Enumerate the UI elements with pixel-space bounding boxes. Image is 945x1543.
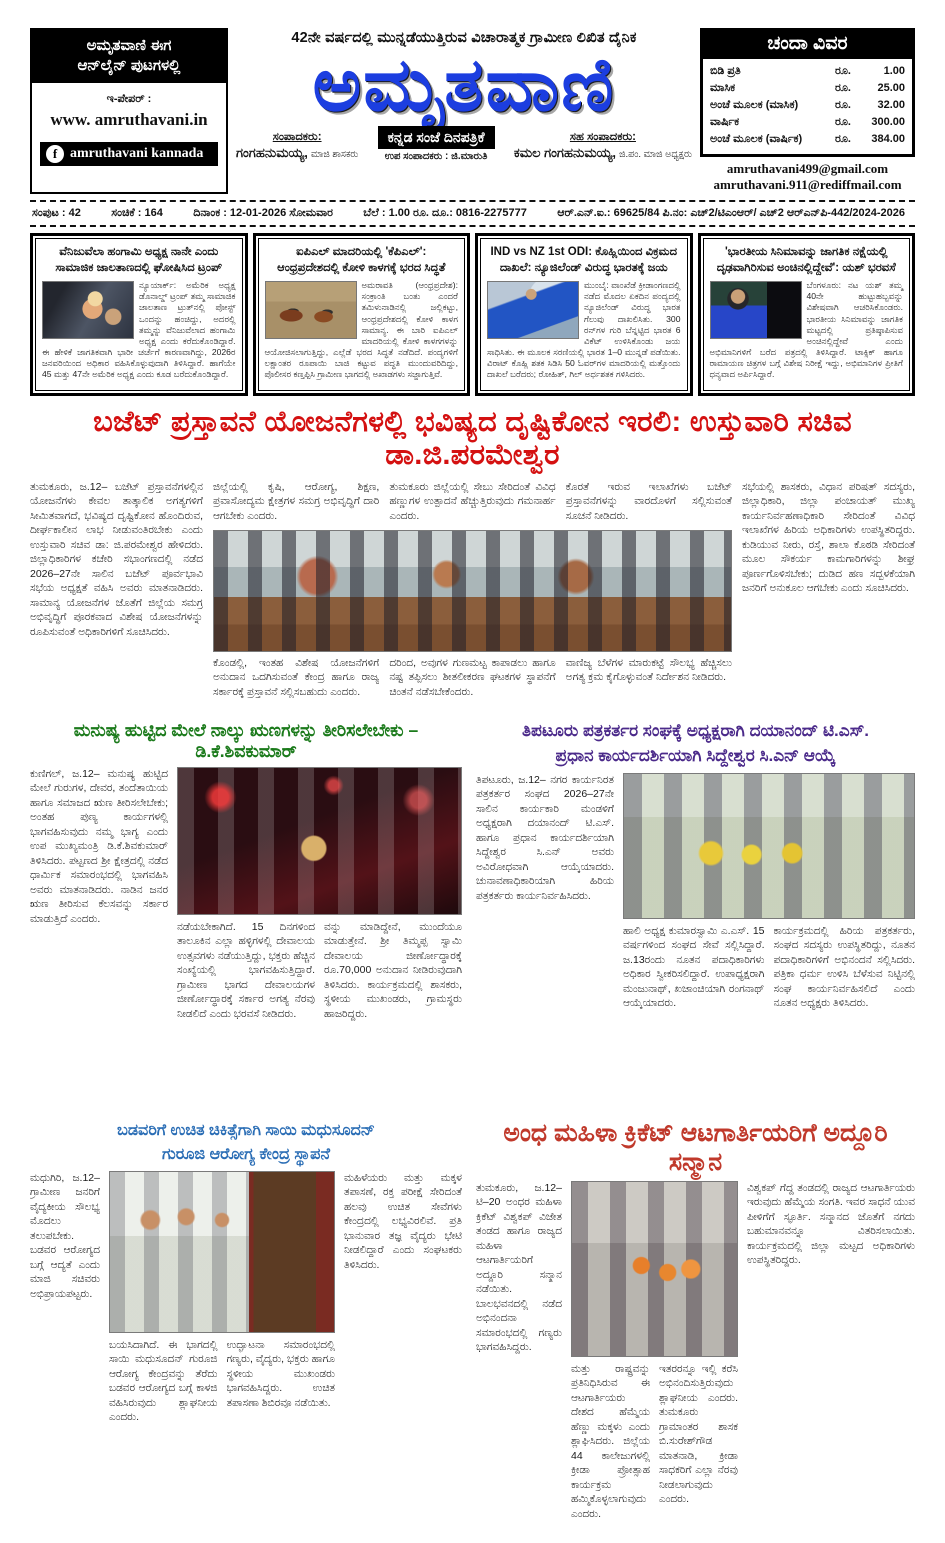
epaper-label: ಇ-ಪೇಪರ್ : bbox=[106, 92, 152, 105]
tiptur-headline-line2: ಪ್ರಧಾನ ಕಾರ್ಯದರ್ಶಿಯಾಗಿ ಸಿದ್ದೇಶ್ವರ ಸಿ.ಎನ್ ಆಯ್ಕೆ bbox=[555, 746, 836, 766]
subscription-currency: ರೂ. bbox=[835, 116, 851, 129]
subscription-currency: ರೂ. bbox=[835, 82, 851, 95]
brief-cricket-odi bbox=[475, 233, 693, 396]
volume-number: ಸಂಪುಟ : 42 bbox=[32, 206, 81, 219]
subscription-row bbox=[710, 63, 905, 80]
health-column-4: ಮಹಿಳೆಯರು ಮತ್ತು ಮಕ್ಕಳ ತಪಾಸಣೆ, ರಕ್ತ ಪರೀಕ್ಷೆ ಸೇರಿದಂತೆ ಹಲವು ಉಚಿತ ಸೇವೆಗಳು ಕೇಂದ್ರದಲ್ಲಿ ಲಭ್ಯವಿರಲಿವೆ. ಪ್ರತಿ ಭಾನುವಾರ ತಜ್ಞ ವೈದ್ಯರು ಭೇಟಿ ನೀಡಲಿದ್ದಾರೆ ಎಂದು ಸಂಘಟಕರು ತಿಳಿಸಿದರು. bbox=[344, 1171, 462, 1271]
brief-body: ನ್ಯೂಯಾರ್ಕ್: ಅಮೆರಿಕ ಅಧ್ಯಕ್ಷ ಡೊನಾಲ್ಡ್ ಟ್ರಂಪ್ ತಮ್ಮ ಸಾಮಾಜಿಕ ಜಾಲತಾಣ ಟ್ರುತ್‌ನಲ್ಲಿ ಪೋಸ್ಟ್ ಒಂದನ್ನು ಹಂಚಿದ್ದು, ಅದರಲ್ಲಿ ತಮ್ಮನ್ನು ವೆನಿಜುವೆಲಾದ ಹಂಗಾಮಿ ಅಧ್ಯಕ್ಷ ಎಂದು ಕರೆದುಕೊಂಡಿದ್ದಾರೆ. ಈ ಹೇಳಿಕೆ ಜಾಗತಿಕವಾಗಿ ಭಾರೀ ಚರ್ಚೆಗೆ ಕಾರಣವಾಗಿದ್ದು, 2026ರ ಜನವರಿಯಿಂದ ಅಧಿಕಾರ ವಹಿಸಿಕೊಳ್ಳುವುದಾಗಿ ತಿಳಿಸಿದ್ದಾರೆ. ಹಾಗೆಯೇ 45 ಮತ್ತು 47ನೇ ಅಮೆರಿಕ ಅಧ್ಯಕ್ಷ ಎಂದು ಕೂಡ ಬರೆದುಕೊಂಡಿದ್ದಾರೆ. bbox=[42, 280, 236, 380]
co-editor-suffix: ಜಿ.ಪಂ. ಮಾಜಿ ಅಧ್ಯಕ್ಷರು bbox=[619, 149, 692, 161]
brief-headline: IND vs NZ 1st ODI: ಕೊಹ್ಲಿಯಿಂದ ವಿಕ್ರಮದ ದಾಖಲೆ: ನ್ಯೂಜಿಲೆಂಡ್ ವಿರುದ್ಧ ಭಾರತಕ್ಕೆ ಜಯ bbox=[490, 245, 678, 275]
editor-suffix: ಮಾಜಿ ಶಾಸಕರು bbox=[310, 149, 359, 161]
brief-headline: 'ಭಾರತೀಯ ಸಿನಿಮಾವನ್ನು ಜಾಗತಿಕ ನಕ್ಷೆಯಲ್ಲಿ ದೃಢವಾಗಿರಿಸುವ ಅಂಚಿನಲ್ಲಿದ್ದೇವೆ': ಯಶ್ ಭರವಸೆ bbox=[716, 245, 896, 275]
tiptur-headline-line1: ತಿಪಟೂರು ಪತ್ರಕರ್ತರ ಸಂಘಕ್ಕೆ ಅಧ್ಯಕ್ಷರಾಗಿ ದಯಾನಂದ್ ಟಿ.ಎಸ್. bbox=[522, 720, 869, 740]
subscription-row bbox=[710, 114, 905, 131]
news-briefs-row bbox=[30, 233, 915, 396]
online-promo-line2: ಆನ್‌ಲೈನ್ ಪುಟಗಳಲ್ಲಿ bbox=[77, 57, 181, 75]
paper-type: ಕನ್ನಡ ಸಂಜೆ ದಿನಪತ್ರಿಕೆ bbox=[378, 126, 495, 149]
issue-date: ದಿನಾಂಕ : 12-01-2026 ಸೋಮವಾರ bbox=[193, 206, 333, 219]
dks-column-2: ನಡೆಯಬೇಕಾಗಿದೆ. 15 ದಿನಗಳಿಂದ ತಾಲೂಕಿನ ಎಲ್ಲಾ ಹಳ್ಳಿಗಳಲ್ಲಿ ದೇವಾಲಯ ಉತ್ಸವಗಳು ನಡೆಯುತ್ತಿದ್ದು, ಭಕ್ತರು ಹೆಚ್ಚಿನ ಸಂಖ್ಯೆಯಲ್ಲಿ ಭಾಗವಹಿಸುತ್ತಿದ್ದಾರೆ. ಗ್ರಾಮೀಣ ಭಾಗದ ದೇವಾಲಯಗಳ ಜೀರ್ಣೋದ್ಧಾರಕ್ಕೆ ಸರ್ಕಾರ ಅಗತ್ಯ ನೆರವು ನೀಡಲಿದೆ ಎಂದು ಭರವಸೆ ನೀಡಿದರು. bbox=[177, 920, 315, 1020]
subscription-title: ಚಂದಾ ವಿವರ bbox=[703, 31, 912, 59]
subscription-currency: ರೂ. bbox=[835, 133, 851, 146]
facebook-link[interactable] bbox=[40, 142, 218, 166]
subscription-value: 300.00 bbox=[871, 116, 905, 129]
dks-headline: ಮನುಷ್ಯ ಹುಟ್ಟಿದ ಮೇಲೆ ನಾಲ್ಕು ಋಣಗಳನ್ನು ತೀರಿಸಲೇಬೇಕು –ಡಿ.ಕೆ.ಶಿವಕುಮಾರ್ bbox=[73, 719, 419, 761]
co-editor-label: ಸಹ ಸಂಪಾದಕರು: bbox=[569, 131, 636, 144]
subscription-label: ವಾರ್ಷಿಕ bbox=[710, 116, 740, 129]
subscription-label: ಮಾಸಿಕ bbox=[710, 82, 736, 95]
cricket-column-3: ಇತರರನ್ನೂ ಇಲ್ಲಿ ಕರೆಸಿ ಅಭಿನಂದಿಸುತ್ತಿರುವುದು ಶ್ಲಾಘನೀಯ ಎಂದರು. ತುಮಕೂರು ಗ್ರಾಮಾಂತರ ಶಾಸಕ ಬಿ.ಸುರೇಶ್‌ಗೌಡ ಮಾತನಾಡಿ, ಕ್ರೀಡಾ ಸಾಧಕರಿಗೆ ಎಲ್ಲಾ ನೆರವು ನೀಡಲಾಗುವುದು ಎಂದರು. bbox=[659, 1362, 738, 1506]
yash-photo bbox=[710, 281, 802, 339]
cricket-column-2: ಮತ್ತು ರಾಷ್ಟ್ರವನ್ನು ಪ್ರತಿನಿಧಿಸಿರುವ ಈ ಆಟಗಾರ್ತಿಯರು ದೇಶದ ಹೆಮ್ಮೆಯ ಹೆಣ್ಣು ಮಕ್ಕಳು ಎಂದು ಶ್ಲಾಘಿಸಿದರು. ಜಿಲ್ಲೆಯ 44 ಕಾಲೇಜುಗಳಲ್ಲಿ ಕ್ರೀಡಾ ಪ್ರೋತ್ಸಾಹ ಕಾರ್ಯಕ್ರಮ ಹಮ್ಮಿಕೊಳ್ಳಲಾಗುವುದು ಎಂದರು. bbox=[571, 1362, 650, 1520]
dks-column-3: ವನ್ನು ಮಾಡಿದ್ದೇನೆ, ಮುಂದೆಯೂ ಮಾಡುತ್ತೇನೆ. ಶ್ರೀ ತಿಮ್ಮಪ್ಪ ಸ್ವಾಮಿ ದೇವಾಲಯ ಜೀರ್ಣೋದ್ಧಾರಕ್ಕೆ ರೂ.70,000 ಅನುದಾನ ನೀಡಿರುವುದಾಗಿ ತಿಳಿಸಿದರು. ಕಾರ್ಯಕ್ರಮದಲ್ಲಿ ಶಾಸಕರು, ಸ್ಥಳೀಯ ಮುಖಂಡರು, ಗ್ರಾಮಸ್ಥರು ಹಾಜರಿದ್ದರು. bbox=[324, 920, 462, 1020]
brief-body: ಅಮರಾವತಿ (ಆಂಧ್ರಪ್ರದೇಶ): ಸಂಕ್ರಾಂತಿ ಬಂತು ಎಂದರೆ ತಮಿಳುನಾಡಿನಲ್ಲಿ ಜಲ್ಲಿಕಟ್ಟು, ಆಂಧ್ರಪ್ರದೇಶದಲ್ಲಿ ಕೋಳಿ ಕಾಳಗ ಸಾಮಾನ್ಯ. ಈ ಬಾರಿ ಐಪಿಎಲ್ ಮಾದರಿಯಲ್ಲಿ ಕೋಳಿ ಕಾಳಗಗಳನ್ನು ಆಯೋಜಿಸಲಾಗುತ್ತಿದ್ದು, ಎಲ್ಲೆಡೆ ಭರದ ಸಿದ್ಧತೆ ನಡೆದಿದೆ. ಪಂದ್ಯಗಳಿಗೆ ಲಕ್ಷಾಂತರ ರೂಪಾಯಿ ಬಾಜಿ ಕಟ್ಟುವ ಪದ್ಧತಿ ಮುಂದುವರಿದಿದ್ದು, ಪೊಲೀಸರ ಕಣ್ತಪ್ಪಿಸಿ ಗ್ರಾಮೀಣ ಭಾಗದಲ್ಲಿ ಅಖಾಡಗಳು ಸಜ್ಜಾಗುತ್ತಿವೆ. bbox=[264, 280, 458, 380]
dashed-rule-bottom bbox=[30, 225, 915, 227]
masthead bbox=[30, 28, 915, 194]
subscription-value: 25.00 bbox=[877, 82, 905, 95]
editor-label: ಸಂಪಾದಕರು: bbox=[272, 131, 322, 144]
brief-yash bbox=[698, 233, 916, 396]
stage-event-photo bbox=[177, 767, 462, 915]
garlanded-group-photo bbox=[623, 773, 915, 919]
lead-mid-top-2: ತುಮಕೂರು ಜಿಲ್ಲೆಯಲ್ಲಿ ಸೇಬು ಸೇರಿದಂತೆ ವಿವಿಧ ಹಣ್ಣುಗಳ ಉತ್ಪಾದನೆ ಹೆಚ್ಚುತ್ತಿರುವುದು ಗಮನಾರ್ಹ ಎಂದರು. bbox=[389, 480, 556, 522]
cricket-column-4: ವಿಶ್ವಕಪ್ ಗೆದ್ದ ತಂಡದಲ್ಲಿ ರಾಜ್ಯದ ಆಟಗಾರ್ತಿಯರು ಇರುವುದು ಹೆಮ್ಮೆಯ ಸಂಗತಿ. ಇವರ ಸಾಧನೆ ಯುವ ಪೀಳಿಗೆಗೆ ಸ್ಫೂರ್ತಿ. ಸನ್ಮಾನದ ಜೊತೆಗೆ ನಗದು ಬಹುಮಾನವನ್ನೂ ವಿತರಿಸಲಾಯಿತು. ಕಾರ್ಯಕ್ರಮದಲ್ಲಿ ಜಿಲ್ಲಾ ಮಟ್ಟದ ಅಧಿಕಾರಿಗಳು ಉಪಸ್ಥಿತರಿದ್ದರು. bbox=[747, 1181, 915, 1267]
subscription-currency: ರೂ. bbox=[835, 99, 851, 112]
co-editor-block bbox=[514, 130, 692, 162]
felicitation-photo bbox=[571, 1181, 738, 1357]
website-link[interactable]: www. amruthavani.in bbox=[50, 109, 208, 129]
subscription-column bbox=[700, 28, 915, 194]
article-tiptur bbox=[476, 712, 915, 1107]
price-phone: ಬೆಲೆ : 1.00 ರೂ. ದೂ.: 0816-2275777 bbox=[363, 206, 527, 219]
brief-headline: ಐಪಿಎಲ್ ಮಾದರಿಯಲ್ಲಿ 'ಕೆಪಿಎಲ್': ಆಂಧ್ರಪ್ರದೇಶದಲ್ಲಿ ಕೋಳಿ ಕಾಳಗಕ್ಕೆ ಭರದ ಸಿದ್ಧತೆ bbox=[277, 245, 446, 275]
subscription-box bbox=[700, 28, 915, 157]
article-blind-cricket bbox=[476, 1113, 915, 1533]
sub-editor: ಉಪ ಸಂಪಾದಕರು : ಜಿ.ಮಾರುತಿ bbox=[384, 151, 488, 162]
lead-mid-top-3: ಕೊರತೆ ಇರುವ ಇಲಾಖೆಗಳು ಬಜೆಟ್ ಪ್ರಸ್ತಾವನೆಗಳನ್ನು ವಾರದೊಳಗೆ ಸಲ್ಲಿಸುವಂತೆ ಸೂಚನೆ ನೀಡಿದರು. bbox=[565, 480, 732, 522]
health-headline-line2: ಗುರೂಜಿ ಆರೋಗ್ಯ ಕೇಂದ್ರ ಸ್ಥಾಪನೆ bbox=[162, 1145, 330, 1163]
lead-mid-bottom-2: ದರಿಂದ, ಅವುಗಳ ಗುಣಮಟ್ಟ ಕಾಪಾಡಲು ಹಾಗೂ ನಷ್ಟ ತಪ್ಪಿಸಲು ಶೀತಲೀಕರಣ ಘಟಕಗಳ ಸ್ಥಾಪನೆಗೆ ಚಿಂತನೆ ನಡೆಸಬೇಕೆಂದರು. bbox=[389, 656, 556, 698]
subscription-value: 384.00 bbox=[871, 133, 905, 146]
lead-headline: ಬಜೆಟ್ ಪ್ರಸ್ತಾವನೆ ಯೋಜನೆಗಳಲ್ಲಿ ಭವಿಷ್ಯದ ದೃಷ್ಟಿಕೋನ ಇರಲಿ: ಉಸ್ತುವಾರಿ ಸಚಿವ ಡಾ.ಜಿ.ಪರಮೇಶ್ವರ bbox=[93, 405, 852, 471]
subscription-label: ಅಂಚೆ ಮೂಲಕ (ವಾರ್ಷಿಕ) bbox=[710, 133, 803, 146]
lead-column-1: ತುಮಕೂರು, ಜ.12– ಬಜೆಟ್ ಪ್ರಸ್ತಾವನೆಗಳಲ್ಲಿನ ಯೋಜನೆಗಳು ಕೇವಲ ತಾತ್ಕಾಲಿಕ ಅಗತ್ಯಗಳಿಗೆ ಸೀಮಿತವಾಗದೆ, ಭವಿಷ್ಯದ ದೃಷ್ಟಿಕೋನ ಹೊಂದಿರುವ, ದೀರ್ಘಕಾಲೀನ ಲಾಭ ನೀಡುವಂತಿರಬೇಕು ಎಂದು ಉಸ್ತುವಾರಿ ಸಚಿವ ಡಾ: ಜಿ.ಪರಮೇಶ್ವರ ಹೇಳಿದರು. ಜಿಲ್ಲಾಧಿಕಾರಿಗಳ ಕಚೇರಿ ಸಭಾಂಗಣದಲ್ಲಿ ನಡೆದ 2026–27ನೇ ಸಾಲಿನ ಬಜೆಟ್ ಪೂರ್ವಭಾವಿ ಸಭೆಯ ಅಧ್ಯಕ್ಷತೆ ವಹಿಸಿ ಅವರು ಮಾತನಾಡಿದರು. ಸಾಮಾನ್ಯ ಯೋಜನೆಗಳ ಜೊತೆಗೆ ಜಿಲ್ಲೆಯ ಸಮಗ್ರ ಅಭಿವೃದ್ಧಿಗೆ ಪೂರಕವಾದ ವಿಶೇಷ ಯೋಜನೆಗಳನ್ನು ರೂಪಿಸುವಂತೆ ಅಧಿಕಾರಿಗಳಿಗೆ ಸೂಚಿಸಿದರು. bbox=[30, 480, 203, 638]
lead-column-5: ಸಭೆಯಲ್ಲಿ ಶಾಸಕರು, ವಿಧಾನ ಪರಿಷತ್ ಸದಸ್ಯರು, ಜಿಲ್ಲಾಧಿಕಾರಿ, ಜಿಲ್ಲಾ ಪಂಚಾಯತ್ ಮುಖ್ಯ ಕಾರ್ಯನಿರ್ವಹಣಾಧಿಕಾರಿ ಸೇರಿದಂತೆ ವಿವಿಧ ಇಲಾಖೆಗಳ ಹಿರಿಯ ಅಧಿಕಾರಿಗಳು ಉಪಸ್ಥಿತರಿದ್ದರು. ಕುಡಿಯುವ ನೀರು, ರಸ್ತೆ, ಶಾಲಾ ಕೊಠಡಿ ಸೇರಿದಂತೆ ಮೂಲ ಸೌಕರ್ಯ ಕಾಮಗಾರಿಗಳನ್ನು ಶೀಘ್ರ ಪೂರ್ಣಗೊಳಿಸಬೇಕು; ದುಡಿದ ಹಣ ಸದ್ಬಳಕೆಯಾಗಿ ಜನರಿಗೆ ಅನುಕೂಲ ಆಗಬೇಕು ಎಂದು ಸೂಚಿಸಿದರು. bbox=[742, 480, 915, 595]
paper-title: ಅಮೃತವಾಣಿ bbox=[312, 43, 616, 126]
trump-photo bbox=[42, 281, 134, 339]
subscription-row bbox=[710, 80, 905, 97]
district-meeting-photo bbox=[213, 530, 732, 652]
subscription-value: 1.00 bbox=[883, 65, 905, 77]
online-promo-line1: ಅಮೃತವಾಣಿ ಈಗ bbox=[86, 37, 172, 54]
dks-column-1: ಕುಣಿಗಲ್, ಜ.12– ಮನುಷ್ಯ ಹುಟ್ಟಿದ ಮೇಲೆ ಗುರುಗಳ, ದೇವರ, ತಂದೆತಾಯಿಯ ಹಾಗೂ ಸಮಾಜದ ಋಣ ತೀರಿಸಲೇಬೇಕು; ಅಂತಹ ಪುಣ್ಯ ಕಾರ್ಯಗಳಲ್ಲಿ ಭಾಗವಹಿಸುವುದು ನಮ್ಮ ಭಾಗ್ಯ ಎಂದು ಉಪ ಮುಖ್ಯಮಂತ್ರಿ ಡಿ.ಕೆ.ಶಿವಕುಮಾರ್ ತಿಳಿಸಿದರು. ಪಟ್ಟಣದ ಶ್ರೀ ಕ್ಷೇತ್ರದಲ್ಲಿ ನಡೆದ ಧಾರ್ಮಿಕ ಸಮಾರಂಭದಲ್ಲಿ ಭಾಗವಹಿಸಿ ಅವರು ಮಾತನಾಡಿದರು. ನಾಡಿನ ಜನರ ಋಣ ತೀರಿಸುವ ಕೆಲಸವನ್ನು ಸರ್ಕಾರ ಮಾಡುತ್ತಿದೆ ಎಂದರು. bbox=[30, 767, 168, 925]
health-column-1: ಮಧುಗಿರಿ, ಜ.12– ಗ್ರಾಮೀಣ ಜನರಿಗೆ ವೈದ್ಯಕೀಯ ಸೌಲಭ್ಯ ಮೊದಲು ತಲುಪಬೇಕು. ಬಡವರ ಆರೋಗ್ಯದ ಬಗ್ಗೆ ಆದ್ಯತೆ ಎಂದು ಮಾಜಿ ಸಚಿವರು ಅಭಿಪ್ರಾಯಪಟ್ಟರು. bbox=[30, 1171, 100, 1300]
kohli-photo bbox=[487, 281, 579, 339]
editor-name: ಗಂಗಹನುಮಯ್ಯ, bbox=[236, 145, 308, 161]
subscription-label: ಅಂಚೆ ಮೂಲಕ (ಮಾಸಿಕ) bbox=[710, 99, 799, 112]
paper-type-block bbox=[378, 126, 495, 162]
lead-mid-bottom-1: ಕೊಂಡಲ್ಲಿ, ಇಂತಹ ವಿಶೇಷ ಯೋಜನೆಗಳಿಗೆ ಅನುದಾನ ಒದಗಿಸುವಂತೆ ಕೇಂದ್ರ ಹಾಗೂ ರಾಜ್ಯ ಸರ್ಕಾರಕ್ಕೆ ಪ್ರಸ್ತಾವನೆ ಸಲ್ಲಿಸಬಹುದು ಎಂದರು. bbox=[213, 656, 380, 698]
issue-info-bar bbox=[30, 202, 915, 225]
brief-body: ಮುಂಬೈ: ವಾಂಖೆಡೆ ಕ್ರೀಡಾಂಗಣದಲ್ಲಿ ನಡೆದ ಮೊದಲ ಏಕದಿನ ಪಂದ್ಯದಲ್ಲಿ ನ್ಯೂಜಿಲೆಂಡ್ ವಿರುದ್ಧ ಭಾರತ ಗೆಲುವು ದಾಖಲಿಸಿತು. 300 ರನ್‌ಗಳ ಗುರಿ ಬೆನ್ನಟ್ಟಿದ ಭಾರತ 6 ವಿಕೆಟ್ ಉಳಿಸಿಕೊಂಡು ಜಯ ಸಾಧಿಸಿತು. ಈ ಮೂಲಕ ಸರಣಿಯಲ್ಲಿ ಭಾರತ 1–0 ಮುನ್ನಡೆ ಪಡೆಯಿತು. ವಿರಾಟ್ ಕೊಹ್ಲಿ ಶತಕ ಸಿಡಿಸಿ 50 ಓವರ್‌ಗಳ ಮಾದರಿಯಲ್ಲಿ ಮತ್ತೊಂದು ದಾಖಲೆ ಬರೆದರು; ರೋಹಿತ್, ಗಿಲ್ ಅರ್ಧಶತಕ ಗಳಿಸಿದರು. bbox=[487, 280, 681, 380]
inauguration-photo bbox=[109, 1171, 335, 1333]
online-promo-box bbox=[30, 28, 228, 194]
brief-body: ಬೆಂಗಳೂರು: ನಟ ಯಶ್ ತಮ್ಮ 40ನೇ ಹುಟ್ಟುಹಬ್ಬವನ್ನು ವಿಶೇಷವಾಗಿ ಆಚರಿಸಿಕೊಂಡರು. ಭಾರತೀಯ ಸಿನಿಮಾವನ್ನು ಜಾಗತಿಕ ಮಟ್ಟದಲ್ಲಿ ಪ್ರತಿಷ್ಠಾಪಿಸುವ ಅಂಚಿನಲ್ಲಿದ್ದೇವೆ ಎಂದು ಅಭಿಮಾನಿಗಳಿಗೆ ಬರೆದ ಪತ್ರದಲ್ಲಿ ತಿಳಿಸಿದ್ದಾರೆ. ಟಾಕ್ಸಿಕ್ ಹಾಗೂ ರಾಮಾಯಣ ಚಿತ್ರಗಳ ಬಗ್ಗೆ ವಿಶೇಷ ನಿರೀಕ್ಷೆ ಇದ್ದು, ಅಭಿಮಾನಿಗಳ ಪ್ರೀತಿಗೆ ಧನ್ಯವಾದ ಅರ್ಪಿಸಿದ್ದಾರೆ. bbox=[709, 280, 903, 380]
subscription-row bbox=[710, 97, 905, 114]
article-dks bbox=[30, 712, 462, 1107]
tiptur-column-2: ಹಾಲಿ ಅಧ್ಯಕ್ಷ ಕುಮಾರಸ್ವಾಮಿ ಎ.ಎಸ್. 15 ವರ್ಷಗಳಿಂದ ಸಂಘದ ಸೇವೆ ಸಲ್ಲಿಸಿದ್ದಾರೆ. ಜ.13ರಂದು ನೂತನ ಪದಾಧಿಕಾರಿಗಳು ಅಧಿಕಾರ ಸ್ವೀಕರಿಸಲಿದ್ದಾರೆ. ಉಪಾಧ್ಯಕ್ಷರಾಗಿ ಮಂಜುನಾಥ್, ಖಜಾಂಚಿಯಾಗಿ ರಂಗನಾಥ್ ಆಯ್ಕೆಯಾದರು. bbox=[623, 924, 765, 1010]
lead-mid-bottom-3: ವಾಣಿಜ್ಯ ಬೆಳೆಗಳ ಮಾರುಕಟ್ಟೆ ಸೌಲಭ್ಯ ಹೆಚ್ಚಿಸಲು ಅಗತ್ಯ ಕ್ರಮ ಕೈಗೊಳ್ಳುವಂತೆ ನಿರ್ದೇಶನ ನೀಡಿದರು. bbox=[565, 656, 732, 684]
brief-headline: ವೆನಿಜುವೆಲಾ ಹಂಗಾಮಿ ಅಧ್ಯಕ್ಷ ನಾನೇ ಎಂದು ಸಾಮಾಜಿಕ ಜಾಲತಾಣದಲ್ಲಿ ಘೋಷಿಸಿದ ಟ್ರಂಪ್ bbox=[55, 245, 223, 275]
lead-mid-top-1: ಜಿಲ್ಲೆಯಲ್ಲಿ ಕೃಷಿ, ಆರೋಗ್ಯ, ಶಿಕ್ಷಣ, ಪ್ರವಾಸೋದ್ಯಮ ಕ್ಷೇತ್ರಗಳ ಸಮಗ್ರ ಅಭಿವೃದ್ಧಿಗೆ ದಾರಿ ಆಗಬೇಕು ಎಂದರು. bbox=[213, 480, 380, 522]
brief-rooster-fight bbox=[253, 233, 471, 396]
cricket-column-1: ತುಮಕೂರು, ಜ.12– ಟಿ–20 ಅಂಧರ ಮಹಿಳಾ ಕ್ರಿಕೆಟ್ ವಿಶ್ವಕಪ್ ವಿಜೇತ ತಂಡದ ಹಾಗೂ ರಾಜ್ಯದ ಮಹಿಳಾ ಆಟಗಾರ್ತಿಯರಿಗೆ ಅದ್ದೂರಿ ಸನ್ಮಾನ ನಡೆಯಿತು. ಬಾಲಭವನದಲ್ಲಿ ನಡೆದ ಅಭಿನಂದನಾ ಸಮಾರಂಭದಲ್ಲಿ ಗಣ್ಯರು ಭಾಗವಹಿಸಿದ್ದರು. bbox=[476, 1181, 562, 1354]
rooster-fight-photo bbox=[265, 281, 357, 339]
online-promo-title bbox=[32, 30, 226, 83]
subscription-currency: ರೂ. bbox=[835, 65, 851, 77]
co-editor-name: ಕಮಲ ಗಂಗಹನುಮಯ್ಯ, bbox=[513, 145, 617, 161]
tiptur-column-3: ಕಾರ್ಯಕ್ರಮದಲ್ಲಿ ಹಿರಿಯ ಪತ್ರಕರ್ತರು, ಸಂಘದ ಸದಸ್ಯರು ಉಪಸ್ಥಿತರಿದ್ದು, ನೂತನ ಪದಾಧಿಕಾರಿಗಳಿಗೆ ಅಭಿನಂದನೆ ಸಲ್ಲಿಸಿದರು. ಪತ್ರಿಕಾ ಧರ್ಮ ಉಳಿಸಿ ಬೆಳೆಸುವ ನಿಟ್ಟಿನಲ್ಲಿ ಸಂಘ ಕಾರ್ಯನಿರ್ವಹಿಸಲಿದೆ ಎಂದು ನೂತನ ಅಧ್ಯಕ್ಷರು ತಿಳಿಸಿದರು. bbox=[773, 924, 915, 1010]
subscription-label: ಬಿಡಿ ಪ್ರತಿ bbox=[710, 65, 741, 77]
rni-number: ಆರ್.ಎನ್.ಐ.: 69625/84 ಪಿ.ನಂ: ಎಚ್2/ಟಿಎಂಆರ್/ ಎಚ್2 ಆರ್‌ಎನ್‌ಪಿ-442/2024-2026 bbox=[557, 206, 905, 219]
brief-trump bbox=[30, 233, 248, 396]
facebook-handle: amruthavani kannada bbox=[70, 145, 204, 161]
email-address-1[interactable]: amruthavani499@gmail.com bbox=[726, 161, 889, 177]
lead-article-body bbox=[30, 480, 915, 708]
issue-number: ಸಂಚಿಕೆ : 164 bbox=[111, 206, 163, 219]
facebook-icon: f bbox=[46, 145, 64, 163]
email-address-2[interactable]: amruthavani.911@rediffmail.com bbox=[713, 177, 902, 193]
article-health-centre bbox=[30, 1113, 462, 1533]
paper-tagline: 42ನೇ ವರ್ಷದಲ್ಲಿ ಮುನ್ನಡೆಯುತ್ತಿರುವ ವಿಚಾರಾತ್ಮಕ ಗ್ರಾಮೀಣ ಲಿಖಿತ ದೈನಿಕ bbox=[291, 30, 637, 46]
subscription-row bbox=[710, 131, 905, 148]
health-column-3: ಉದ್ಘಾಟನಾ ಸಮಾರಂಭದಲ್ಲಿ ಗಣ್ಯರು, ವೈದ್ಯರು, ಭಕ್ತರು ಹಾಗೂ ಸ್ಥಳೀಯ ಮುಖಂಡರು ಭಾಗವಹಿಸಿದ್ದರು. ಉಚಿತ ತಪಾಸಣಾ ಶಿಬಿರವೂ ನಡೆಯಿತು. bbox=[226, 1338, 335, 1409]
editor-block bbox=[236, 130, 358, 162]
cricket-headline: ಅಂಧ ಮಹಿಳಾ ಕ್ರಿಕೆಟ್ ಆಟಗಾರ್ತಿಯರಿಗೆ ಅದ್ದೂರಿ ಸನ್ಮಾನ bbox=[503, 1118, 888, 1176]
health-column-2: ಬಯಸಿದಾಗಿದೆ. ಈ ಭಾಗದಲ್ಲಿ ಸಾಯಿ ಮಧುಸೂದನ್ ಗುರೂಜಿ ಆರೋಗ್ಯ ಕೇಂದ್ರವನ್ನು ತೆರೆದು ಬಡವರ ಆರೋಗ್ಯದ ಬಗ್ಗೆ ಕಾಳಜಿ ವಹಿಸಿರುವುದು ಶ್ಲಾಘನೀಯ ಎಂದರು. bbox=[109, 1338, 218, 1424]
tiptur-column-1: ತಿಪಟೂರು, ಜ.12– ನಗರ ಕಾರ್ಯನಿರತ ಪತ್ರಕರ್ತರ ಸಂಘದ 2026–27ನೇ ಸಾಲಿನ ಕಾರ್ಯಕಾರಿ ಮಂಡಳಿಗೆ ಅಧ್ಯಕ್ಷರಾಗಿ ದಯಾನಂದ್ ಟಿ.ಎಸ್. ಹಾಗೂ ಪ್ರಧಾನ ಕಾರ್ಯದರ್ಶಿಯಾಗಿ ಸಿದ್ದೇಶ್ವರ ಸಿ.ಎನ್ ಅವರು ಅವಿರೋಧವಾಗಿ ಆಯ್ಕೆಯಾದರು. ಚುನಾವಣಾಧಿಕಾರಿಯಾಗಿ ಹಿರಿಯ ಪತ್ರಕರ್ತರು ಕಾರ್ಯನಿರ್ವಹಿಸಿದರು. bbox=[476, 773, 614, 902]
health-headline-line1: ಬಡವರಿಗೆ ಉಚಿತ ಚಿಕಿತ್ಸೆಗಾಗಿ ಸಾಯಿ ಮಧುಸೂದನ್ bbox=[117, 1121, 375, 1139]
masthead-center bbox=[236, 28, 692, 194]
subscription-value: 32.00 bbox=[877, 99, 905, 112]
